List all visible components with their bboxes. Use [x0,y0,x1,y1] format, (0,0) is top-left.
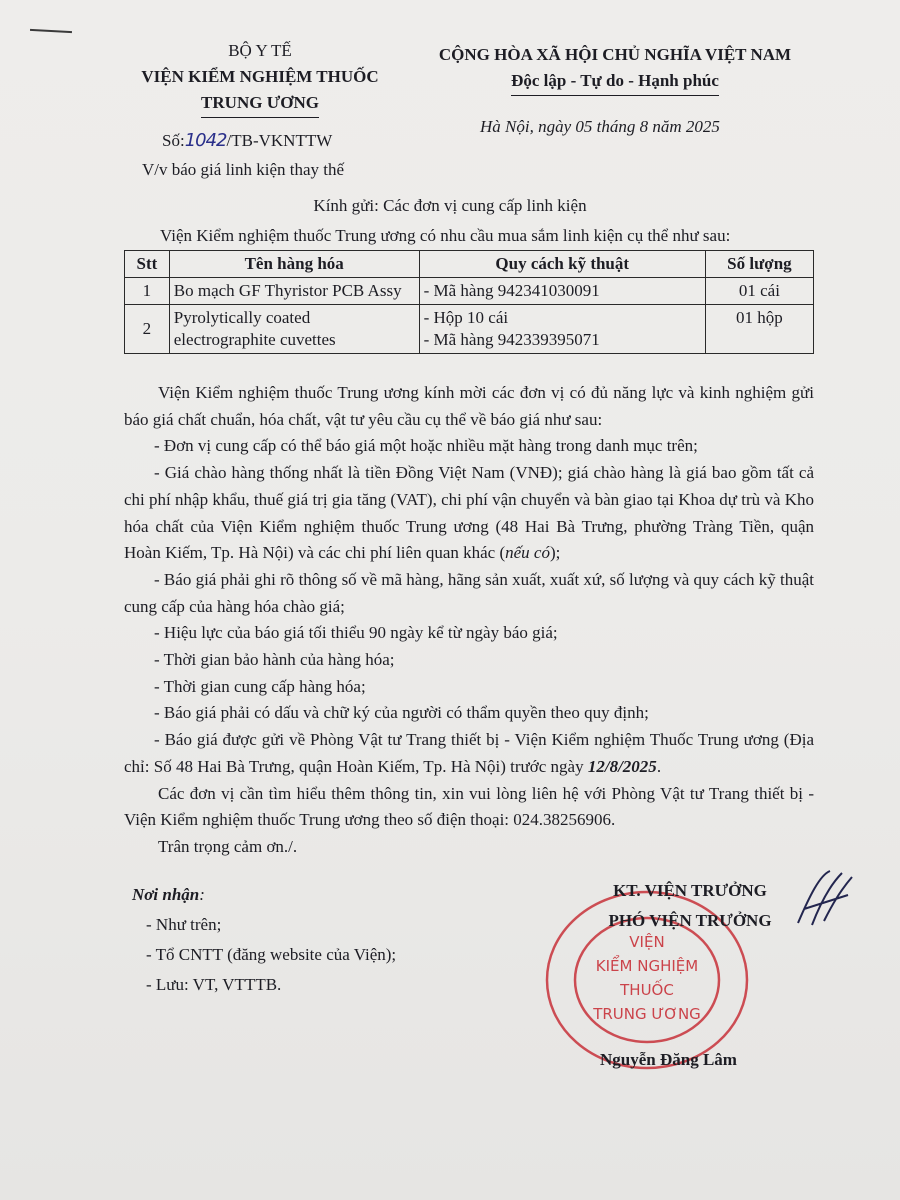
row-spec-line: - Mã hàng 942339395071 [423,330,600,349]
table-row [125,305,814,354]
row-name: Pyrolytically coated electrographite cuvettes [169,305,419,354]
stamp-text-line2: KIỂM NGHIỆM [595,957,699,975]
row-qty: 01 hộp [705,305,813,354]
issue-date: Hà Nội, ngày 05 tháng 8 năm 2025 [480,117,720,136]
table-row [125,278,814,305]
deadline-date: 12/8/2025 [587,756,657,776]
requirement-item [124,460,814,567]
subject-line: V/v báo giá linh kiện thay thế [142,160,345,179]
signature-scribble [790,865,860,935]
requirement-item: - Thời gian cung cấp hàng hóa; [154,676,366,696]
requirement-text: - Báo giá được gửi về Phòng Vật tư Trang thiết bị - Viện Kiểm nghiệm Thuốc Trung ương (Địa chỉ: Số 48 Hai Bà Trưng, quận Hoàn Kiếm, Tp. Hà Nội) trước ngày [124,730,814,776]
signer-title-line1: KT. VIỆN TRƯỞNG [613,881,767,900]
recipient-item: - Tổ CNTT (đăng website của Viện); [146,945,397,964]
requirement-item: - Đơn vị cung cấp có thể báo giá một hoặc nhiều mặt hàng trong danh mục trên; [154,436,698,456]
stamp-text-line3: THUỐC [620,981,674,999]
doc-number-suffix: /TB-VKNTTW [226,131,333,150]
country-name: CỘNG HÒA XÃ HỘI CHỦ NGHĨA VIỆT NAM [438,45,792,64]
motto: Độc lập - Tự do - Hạnh phúc [511,68,719,96]
intro-text: Viện Kiểm nghiệm thuốc Trung ương có nhu cầu mua sắm linh kiện cụ thể như sau: [160,226,731,245]
requirement-text-end: . [656,756,662,776]
row-qty: 01 cái [705,278,813,305]
header-qty: Số lượng [705,251,813,278]
items-table [124,250,814,354]
requirement-item: - Thời gian bảo hành của hàng hóa; [154,650,395,670]
row-name: Bo mạch GF Thyristor PCB Assy [169,278,419,305]
requirement-item [124,727,814,780]
signer-title-line2: PHÓ VIỆN TRƯỞNG [608,911,772,930]
header-stt: Stt [125,251,170,278]
stamp-text-line1: VIỆN [629,933,665,951]
row-spec-line: - Mã hàng 942341030091 [423,281,600,300]
signature-block [560,876,820,936]
requirement-item: - Hiệu lực của báo giá tối thiểu 90 ngày kể từ ngày báo giá; [154,623,558,643]
recipient-line: Kính gửi: Các đơn vị cung cấp linh kiện [313,196,587,215]
requirement-note: nếu có [505,543,550,563]
doc-number-handwritten: 1042 [184,130,227,151]
row-stt: 2 [125,305,170,354]
national-header [405,42,825,96]
requirement-item: - Báo giá phải ghi rõ thông số về mã hàng, hãng sản xuất, xuất xứ, số lượng và quy cách kỹ thuật cung cấp của hàng hóa chào giá; [124,569,814,616]
institute-name-line1: VIỆN KIỂM NGHIỆM THUỐC [141,67,379,86]
row-spec [419,305,705,354]
recipients-block [132,880,396,1000]
row-stt: 1 [125,278,170,305]
recipients-colon: : [199,885,205,904]
recipients-title: Nơi nhận [132,885,200,904]
closing-line: Trân trọng cảm ơn./. [158,836,298,856]
issuer-header [110,38,410,118]
pen-mark [30,29,72,33]
ministry-name: BỘ Y TẾ [228,41,292,60]
requirement-text-end: ); [549,543,561,563]
signer-name: Nguyễn Đăng Lâm [600,1050,737,1069]
recipient-item: - Như trên; [146,915,222,934]
document-number [162,130,332,151]
header-name: Tên hàng hóa [169,251,419,278]
recipient-item: - Lưu: VT, VTTTB. [146,975,282,994]
stamp-text-line4: TRUNG ƯƠNG [593,1005,701,1023]
table-header-row [125,251,814,278]
invitation-paragraph: Viện Kiểm nghiệm thuốc Trung ương kính mời các đơn vị có đủ năng lực và kinh nghiệm gửi báo giá chất chuẩn, hóa chất, vật tư yêu cầu cụ thể về báo giá như sau: [124,383,814,429]
row-spec [419,278,705,305]
header-spec: Quy cách kỹ thuật [419,251,705,278]
row-spec-line: - Hộp 10 cái [423,308,509,327]
body-text [124,380,814,861]
institute-name-line2: TRUNG ƯƠNG [201,90,319,118]
contact-paragraph: Các đơn vị cần tìm hiểu thêm thông tin, xin vui lòng liên hệ với Phòng Vật tư Trang thiết bị - Viện Kiểm nghiệm thuốc Trung ương theo số điện thoại: 024.38256906. [124,783,814,830]
requirement-text: - Giá chào hàng thống nhất là tiền Đồng Việt Nam (VNĐ); giá chào hàng là giá bao gồm tất cả chi phí nhập khẩu, thuế giá trị gia tăng (VAT), chi phí vận chuyển và bàn giao tại Khoa dự trù và Kho hóa chất của Viện Kiểm nghiệm thuốc Trung ương (48 Hai Bà Trưng, phường Tràng Tiền, quận Hoàn Kiếm, Tp. Hà Nội) và các chi phí liên quan khác ( [124,463,814,563]
requirement-item: - Báo giá phải có dấu và chữ ký của người có thẩm quyền theo quy định; [154,703,649,723]
doc-number-prefix: Số: [162,131,185,150]
